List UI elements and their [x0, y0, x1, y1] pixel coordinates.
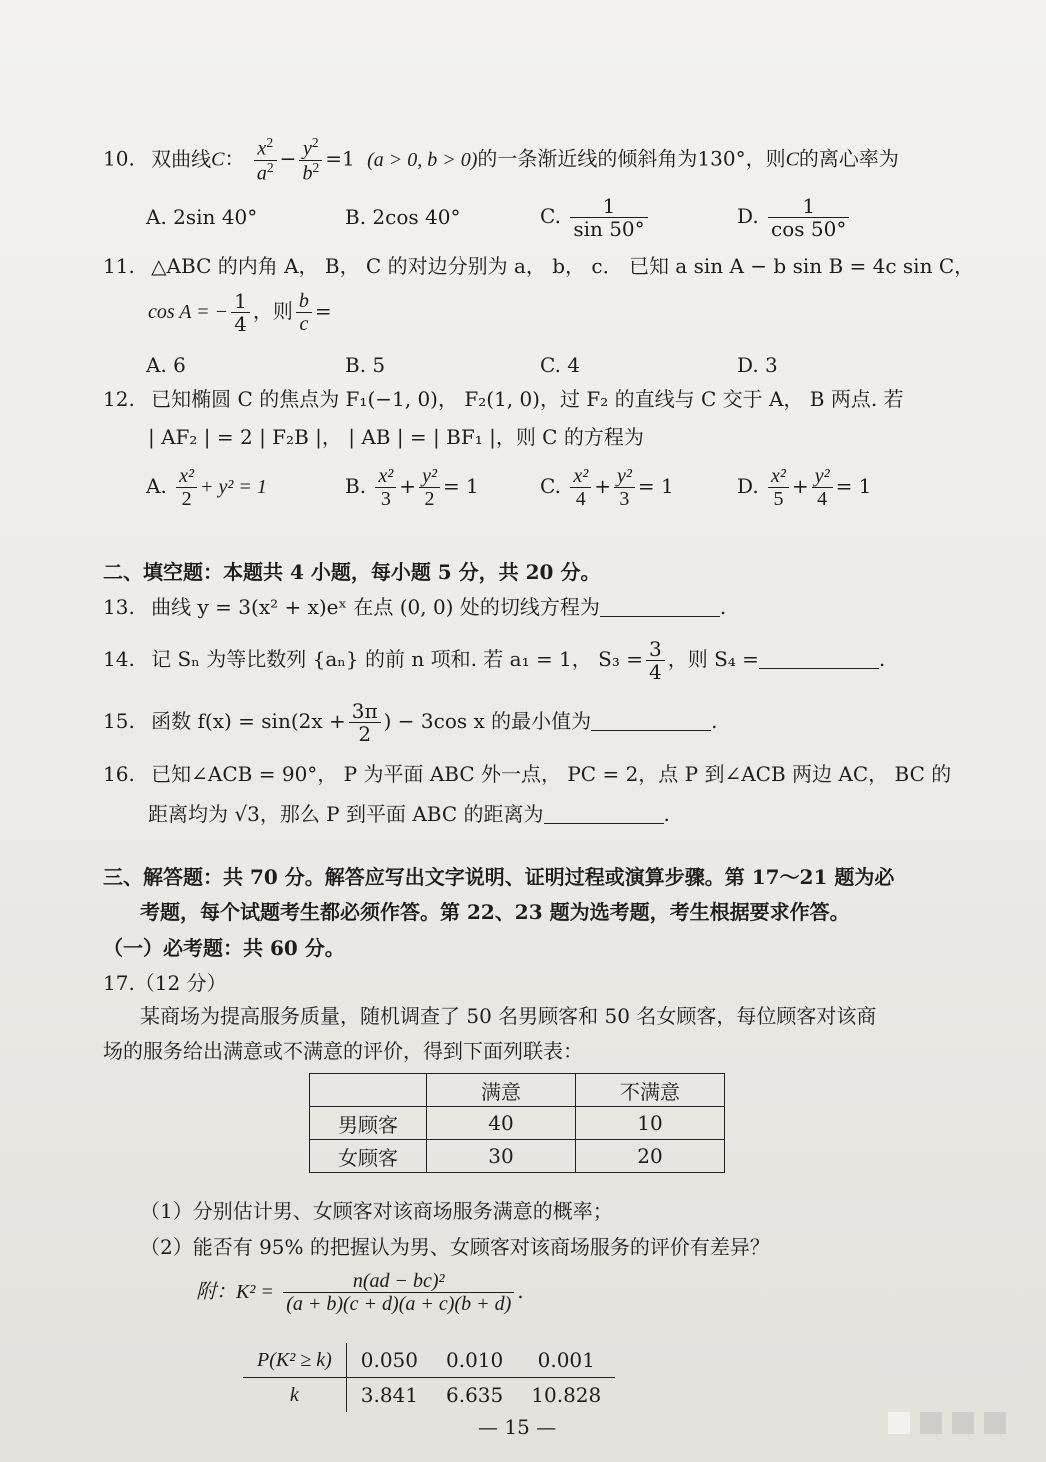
- q17-part1: （1）分别估计男、女顾客对该商场服务满意的概率；: [140, 1199, 613, 1223]
- section-3-heading-cont: 考题，每个试题考生都必须作答。第 22、23 题为选考题，考生根据要求作答。: [140, 900, 850, 924]
- q11-stem: 11. △ABC 的内角 A， B， C 的对边分别为 a， b， c． 已知 a sin A − b sin B = 4c sin C，: [103, 254, 975, 278]
- contingency-table: [309, 1073, 725, 1173]
- q15: 15. 函数 f(x) = sin(2x + $\frac{3\pi}{2}$ ) − 3cos x 的最小值为 .: [103, 699, 718, 746]
- q12-option-b: B. $\frac{\text{x²}}{3}$ + $\frac{\text{y²}}{2}$ = 1: [345, 465, 479, 510]
- page-number: — 15 —: [478, 1415, 557, 1439]
- q17-header: 17.（12 分）: [103, 971, 227, 995]
- q10-var-c2: C: [785, 148, 799, 171]
- section-2-heading: 二、填空题：本题共 4 小题，每小题 5 分，共 20 分。: [103, 560, 601, 584]
- q11-option-c: C. 4: [540, 353, 581, 377]
- q12-line2: | AF₂ | = 2 | F₂B |， | AB | = | BF₁ |，则 C 的方程为: [148, 425, 644, 449]
- q12-line1: 12. 已知椭圆 C 的焦点为 F₁(−1, 0)， F₂(1, 0)，过 F₂ 的直线与 C 交于 A， B 两点. 若: [103, 387, 904, 411]
- q17-para2: 场的服务给出满意或不满意的评价，得到下面列联表：: [103, 1039, 583, 1063]
- q13-blank: [600, 616, 720, 617]
- section-3-heading: 三、解答题：共 70 分。解答应写出文字说明、证明过程或演算步骤。第 17～21 题为必: [103, 865, 895, 889]
- q11-option-d: D. 3: [737, 353, 778, 377]
- q17-part2: （2）能否有 95% 的把握认为男、女顾客对该商场服务的评价有差异？: [140, 1235, 770, 1259]
- section-3-subheading: （一）必考题：共 60 分。: [103, 936, 345, 960]
- q17-para1: 某商场为提高服务质量，随机调查了 50 名男顾客和 50 名女顾客，每位顾客对该商: [140, 1004, 877, 1028]
- q10-option-c: C. $\frac{1}{\sin 50^\circ}$: [540, 195, 651, 240]
- q12-option-c: C. $\frac{\text{x²}}{4}$ + $\frac{\text{y²}}{3}$ = 1: [540, 465, 674, 510]
- q10-cond: (a > 0, b > 0): [367, 148, 478, 171]
- critical-value-table: P(K² ≥ k) 0.050 0.010 0.001 k 3.841 6.635 10.828: [243, 1343, 615, 1412]
- q10-frac1: $\frac{x^2}{a^2}$: [254, 136, 277, 184]
- q10-number: 10.: [103, 146, 135, 171]
- q15-blank: [591, 730, 711, 731]
- q12-option-a: A. $\frac{\text{x²}}{2}$ + y² = 1: [146, 465, 267, 510]
- q10-var-c: C: [211, 148, 225, 171]
- q10-text: 的一条渐近线的倾斜角为130°，则: [477, 146, 786, 171]
- table-row: 女顾客 30 20: [310, 1140, 725, 1173]
- q10-text2: 的离心率为: [798, 146, 899, 171]
- table-header-unsatisfied: 不满意: [576, 1074, 725, 1107]
- table-row: 男顾客 40 10: [310, 1107, 725, 1140]
- q11-option-a: A. 6: [146, 353, 186, 377]
- q12-option-d: D. $\frac{\text{x²}}{5}$ + $\frac{\text{y²}}{4}$ = 1: [737, 465, 872, 510]
- q17-formula: 附：K² = $\frac{\text{n(ad − bc)²}}{(a + b)(c + d)(a + c)(b + d)}$ .: [196, 1270, 524, 1315]
- q13: 13. 曲线 y = 3(x² + x)eˣ 在点 (0, 0) 处的切线方程为 .: [103, 595, 727, 619]
- q10-option-d: D. $\frac{1}{\cos 50^\circ}$: [737, 195, 852, 240]
- q10-stem: 10. 双曲线C： $\frac{x^2}{a^2}$ − $\frac{y^2}{b^2}$ =1 (a > 0, b > 0)的一条渐近线的倾斜角为130°，则C的离心率为: [103, 135, 899, 185]
- q10-colon: ：: [224, 146, 245, 171]
- q10-eq: =1: [325, 146, 355, 171]
- q16-line2: 距离均为 √3，那么 P 到平面 ABC 的距离为 .: [148, 802, 670, 826]
- q14: 14. 记 Sₙ 为等比数列 {aₙ} 的前 n 项和. 若 a₁ = 1， S₃ = $\frac{3}{4}$ ，则 S₄ = .: [103, 637, 886, 684]
- q16-blank: [544, 823, 664, 824]
- q10-pre: 双曲线: [151, 146, 212, 171]
- q14-blank: [759, 668, 879, 669]
- watermark-logo: [888, 1412, 1006, 1434]
- q10-option-a: A. 2sin 40°: [146, 205, 258, 229]
- q10-frac2: $\frac{y^2}{b^2}$: [299, 136, 322, 184]
- q11-cos: cos A = − $\frac{1}{4}$ ，则 $\frac{b}{c}$ =: [148, 289, 332, 336]
- q16-line1: 16. 已知∠ACB = 90°， P 为平面 ABC 外一点， PC = 2，点 P 到∠ACB 两边 AC， BC 的: [103, 762, 952, 786]
- q10-option-b: B. 2cos 40°: [345, 205, 461, 229]
- table-header-satisfied: 满意: [427, 1074, 576, 1107]
- q11-option-b: B. 5: [345, 353, 386, 377]
